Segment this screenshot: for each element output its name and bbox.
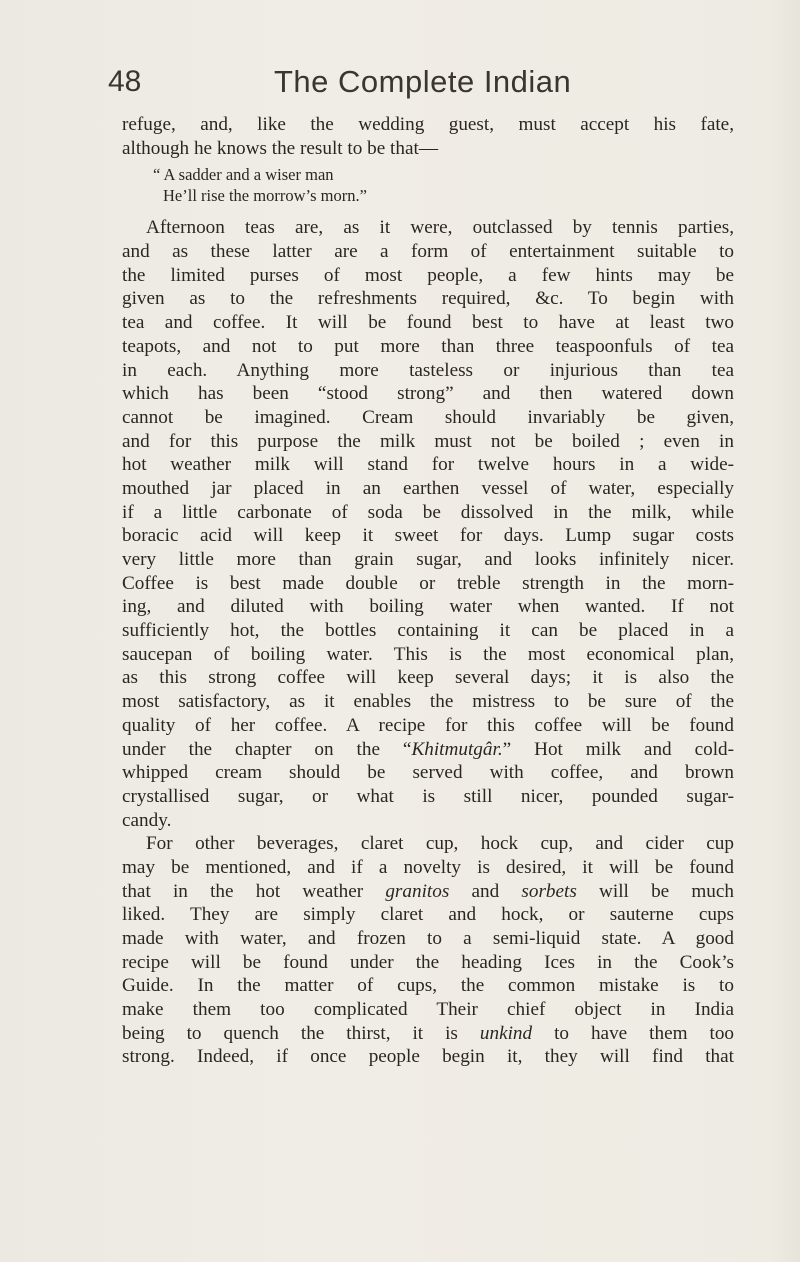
- text-line: which has been “stood strong” and then watered down: [122, 383, 734, 405]
- text-fragment: under the chapter on the “: [122, 738, 412, 760]
- text-line: Guide. In the matter of cups, the common mistake is to: [122, 975, 734, 997]
- text-line-with-italic: [122, 738, 734, 762]
- text-line: if a little carbonate of soda be dissolved in the milk, while: [122, 501, 734, 523]
- text-line: make them too complicated Their chief object in India: [122, 999, 734, 1021]
- text-line: teapots, and not to put more than three teaspoonfuls of tea: [122, 335, 734, 357]
- text-line: quality of her coffee. A recipe for this coffee will be found: [122, 714, 734, 736]
- text-line: sufficiently hot, the bottles containing it can be placed in a: [122, 620, 734, 642]
- text-line: although he knows the result to be that—: [122, 137, 439, 159]
- text-line: cannot be imagined. Cream should invariably be given,: [122, 406, 734, 428]
- text-line: liked. They are simply claret and hock, or sauterne cups: [122, 904, 734, 926]
- text-line: whipped cream should be served with coffee, and brown: [122, 762, 734, 784]
- text-line: strong. Indeed, if once people begin it, they will find that: [122, 1046, 734, 1068]
- text-line: most satisfactory, as it enables the mistress to be sure of the: [122, 691, 734, 713]
- text-line: and as these latter are a form of entertainment suitable to: [122, 241, 734, 263]
- text-line-with-italic: [122, 880, 734, 904]
- text-line: ing, and diluted with boiling water when wanted. If not: [122, 596, 734, 618]
- text-fragment: will be much: [576, 880, 734, 902]
- text-line: made with water, and frozen to a semi-liquid state. A good: [122, 928, 734, 949]
- text-line: boracic acid will keep it sweet for days. Lump sugar costs: [122, 525, 734, 547]
- text-line: crystallised sugar, or what is still nicer, pounded sugar-: [122, 785, 734, 807]
- paragraph-first-line: For other beverages, claret cup, hock cup, and cider cup: [146, 833, 734, 855]
- text-line: very little more than grain sugar, and looks infinitely nicer.: [122, 549, 734, 570]
- text-line: tea and coffee. It will be found best to have at least two: [122, 312, 734, 334]
- text-line: as this strong coffee will keep several days; it is also the: [122, 667, 734, 689]
- body-text: [122, 113, 734, 1069]
- text-line: recipe will be found under the heading Ices in the Cook’s: [122, 951, 734, 973]
- verse-line: “ A sadder and a wiser man: [153, 165, 334, 185]
- text-line: mouthed jar placed in an earthen vessel of water, especially: [122, 477, 734, 499]
- text-line: may be mentioned, and if a novelty is desired, it will be found: [122, 856, 734, 878]
- text-line: in each. Anything more tasteless or injurious than tea: [122, 359, 734, 381]
- text-fragment: and: [449, 880, 522, 902]
- paragraph-first-line: Afternoon teas are, as it were, outclassed by tennis parties,: [146, 217, 734, 239]
- text-line: saucepan of boiling water. This is the most economical plan,: [122, 643, 734, 665]
- text-fragment: being to quench the thirst, it is: [122, 1022, 480, 1044]
- text-line: and for this purpose the milk must not be boiled ; even in: [122, 430, 734, 452]
- text-line-with-italic: [122, 1022, 734, 1046]
- text-fragment: to have them too: [532, 1022, 735, 1044]
- page-number: 48: [108, 65, 142, 98]
- italic-term: unkind: [479, 1022, 533, 1044]
- text-line: Coffee is best made double or treble strength in the morn-: [122, 572, 734, 594]
- italic-term: Khitmutgâr.: [411, 738, 503, 760]
- italic-term: sorbets: [521, 880, 577, 902]
- text-line: given as to the refreshments required, &c. To begin with: [122, 288, 734, 310]
- text-fragment: that in the hot weather: [122, 880, 386, 902]
- verse-line: He’ll rise the morrow’s morn.”: [163, 186, 367, 206]
- text-line: refuge, and, like the wedding guest, must accept his fate,: [122, 114, 734, 135]
- text-line: the limited purses of most people, a few hints may be: [122, 264, 734, 286]
- running-title: The Complete Indian: [274, 64, 572, 99]
- text-fragment: ” Hot milk and cold-: [502, 738, 735, 760]
- page-header: [0, 62, 800, 102]
- page-edge-shading: [770, 0, 800, 1262]
- paragraph-last-line: candy.: [122, 809, 172, 831]
- text-line: hot weather milk will stand for twelve hours in a wide-: [122, 454, 734, 476]
- italic-term: granitos: [385, 880, 450, 902]
